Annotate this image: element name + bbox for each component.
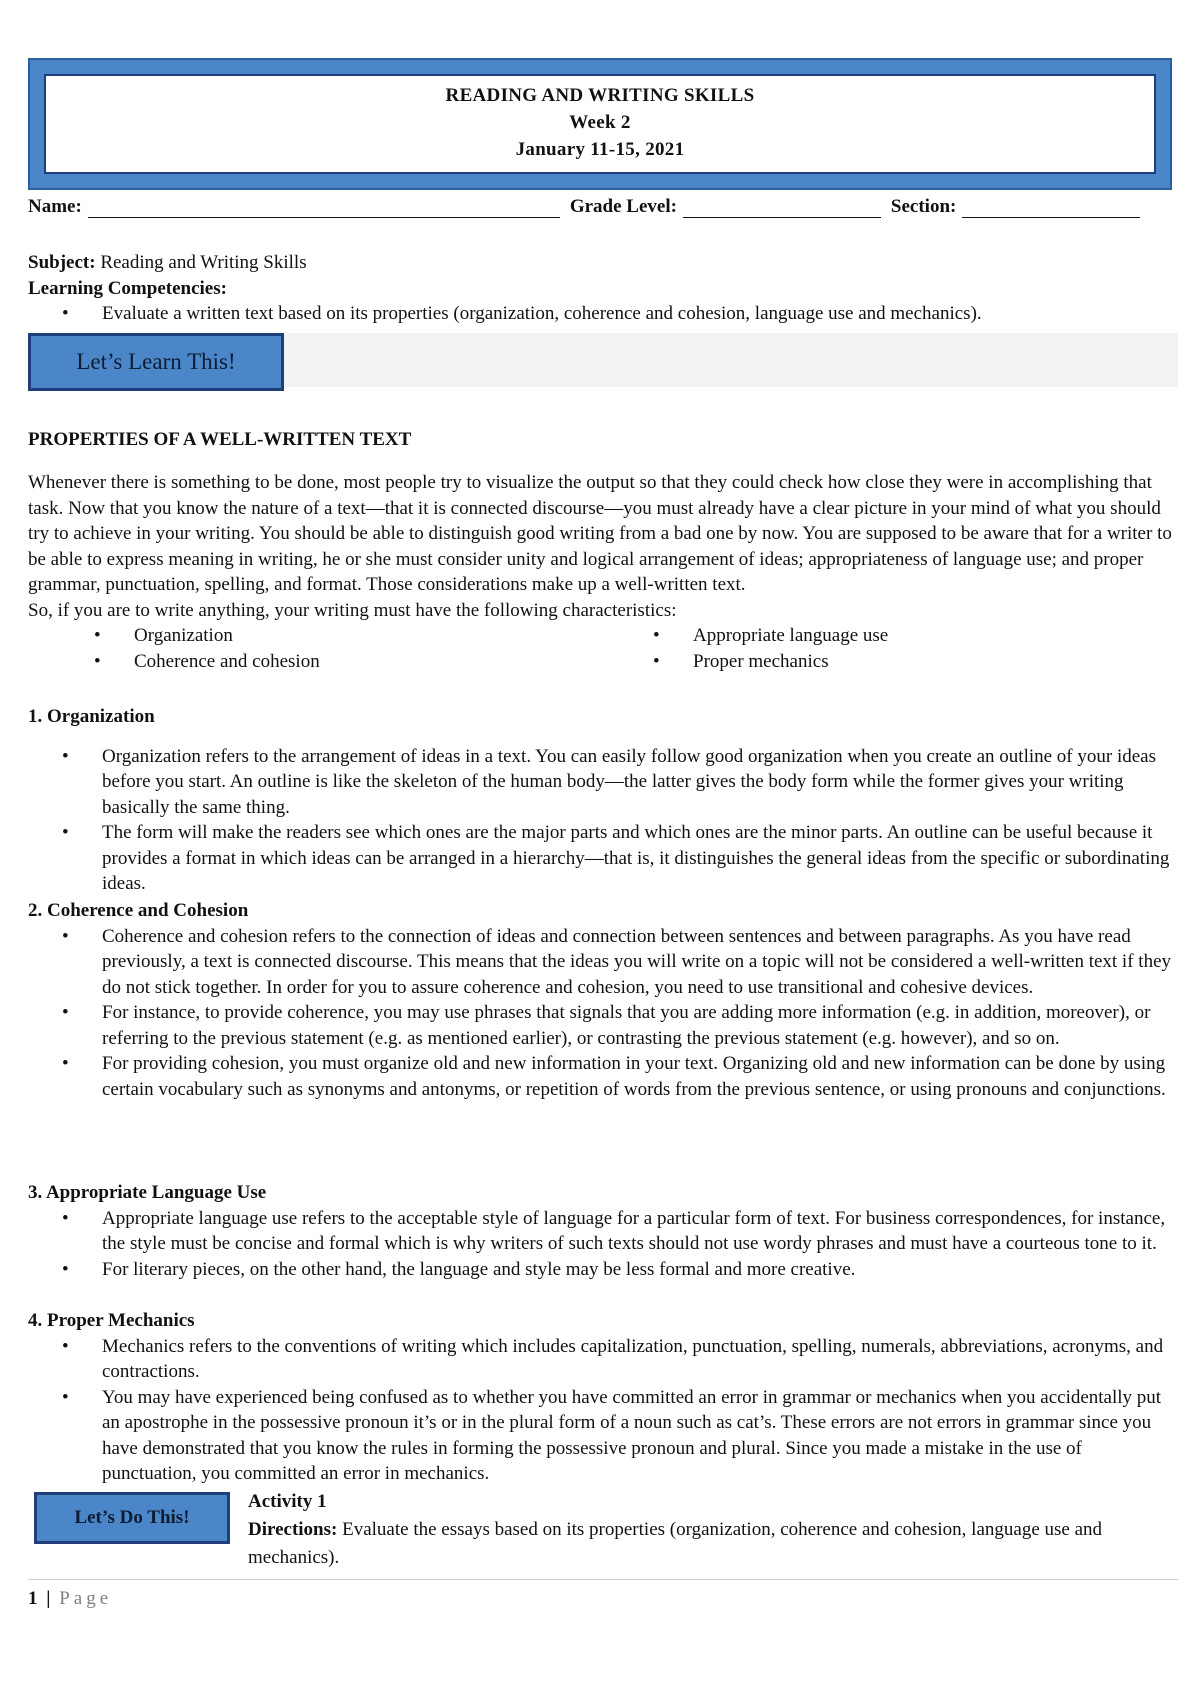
section-title: 1. Organization — [28, 706, 155, 727]
section-item: • You may have experienced being confused as to whether you have committed an error in grammar or mechanics when you accidentally put an apostrophe in the possessive pronoun it’s or in the plural form of a noun such as cat’s. These errors are not errors in grammar since you have demonstrated that you know the rules in forming the possessive pronoun and plural. Since you made a mistake in the use of punctuation, you committed an error in mechanics. — [28, 1385, 1178, 1487]
section-field[interactable] — [962, 199, 1140, 218]
grade-level-label: Grade Level: — [569, 196, 677, 217]
section-item: • For instance, to provide coherence, you may use phrases that signals that you are adding more information (e.g. in addition, moreover), or referring to the previous statement (e.g. as mentioned earlier), or contrasting the previous statement (e.g. however), and so on. — [28, 1000, 1178, 1051]
section-mechanics — [28, 1308, 1178, 1487]
lead-sentence: So, if you are to write anything, your writing must have the following characteristics: — [28, 599, 677, 621]
lets-do-this-button — [34, 1492, 230, 1544]
characteristic-item: • Coherence and cohesion — [60, 649, 619, 675]
lets-learn-this-button — [28, 333, 284, 391]
footer-separator: | — [46, 1588, 51, 1609]
footer-rule — [28, 1579, 1178, 1580]
grade-level-field[interactable] — [683, 199, 881, 218]
section-language-use — [28, 1180, 1178, 1282]
name-label: Name: — [28, 196, 82, 217]
directions-text: Evaluate the essays based on its properties (organization, coherence and cohesion, language use and mechanics). — [248, 1519, 1103, 1568]
subject-block — [28, 250, 1178, 327]
section-list — [28, 1334, 1178, 1487]
competencies-list — [28, 301, 1178, 327]
section-title: 3. Appropriate Language Use — [28, 1182, 267, 1203]
section-item: • Mechanics refers to the conventions of writing which includes capitalization, punctuation, spelling, numerals, abbreviations, acronyms, and contractions. — [28, 1334, 1178, 1385]
characteristics-right — [619, 623, 1178, 674]
header-inner — [44, 74, 1156, 174]
header-title: READING AND WRITING SKILLS — [445, 85, 755, 106]
section-item: • The form will make the readers see which ones are the major parts and which ones are the minor parts. An outline can be useful because it provides a format in which ideas can be arranged in a hierarchy—that is, it distinguishes the general ideas from the specific or subordinating ideas. — [28, 820, 1178, 897]
competencies-label: Learning Competencies: — [28, 277, 227, 299]
page-label: Page — [59, 1588, 113, 1609]
section-item: • Organization refers to the arrangement of ideas in a text. You can easily follow good organization when you create an outline of your ideas before you start. An outline is like the skeleton of the human body—the latter gives the body form while the former gives your writing basically the same thing. — [28, 744, 1178, 821]
section-coherence-cohesion — [28, 898, 1178, 1102]
section-title: 4. Proper Mechanics — [28, 1310, 195, 1331]
section-item: • For providing cohesion, you must organize old and new information in your text. Organizing old and new information can be done by using certain vocabulary such as synonyms and antonyms, or repetition of words from the previous sentence, or using pronouns and conjunctions. — [28, 1051, 1178, 1102]
section-title: 2. Coherence and Cohesion — [28, 900, 249, 921]
activity-directions — [248, 1516, 1178, 1572]
page-footer — [28, 1588, 112, 1610]
section-list — [28, 744, 1178, 897]
section-list — [28, 924, 1178, 1103]
subject-value: Reading and Writing Skills — [100, 252, 307, 273]
section-item: • For literary pieces, on the other hand, the language and style may be less formal and more creative. — [28, 1257, 1178, 1283]
section-item: • Appropriate language use refers to the acceptable style of language for a particular form of text. For business correspondences, for instance, the style must be concise and formal which is why writers of such texts should not use wordy phrases and must have a courteous tone to it. — [28, 1206, 1178, 1257]
characteristics-list — [28, 623, 1178, 674]
main-title: PROPERTIES OF A WELL-WRITTEN TEXT — [28, 429, 412, 450]
header-week: Week 2 — [569, 112, 631, 133]
activity-block — [248, 1488, 1178, 1572]
header-dates: January 11-15, 2021 — [515, 139, 685, 160]
directions-label: Directions: — [248, 1519, 338, 1540]
competency-item: • Evaluate a written text based on its properties (organization, coherence and cohesion, language use and mechanics). — [28, 301, 1178, 327]
lets-do-this-label: Let’s Do This! — [74, 1507, 190, 1528]
section-list — [28, 1206, 1178, 1283]
characteristic-item: • Appropriate language use — [619, 623, 1178, 649]
section-organization — [28, 704, 1178, 897]
subject-label: Subject: — [28, 252, 96, 273]
subject-line — [28, 250, 1178, 276]
section-item: • Coherence and cohesion refers to the connection of ideas and connection between sentences and between paragraphs. As you have read previously, a text is connected discourse. This means that the ideas you will write on a topic will not be considered a well-written text if they do not stick together. In order for you to assure coherence and cohesion, you need to use transitional and cohesive devices. — [28, 924, 1178, 1001]
intro-paragraph: Whenever there is something to be done, most people try to visualize the output so that they could check how close they were in accomplishing that task. Now that you know the nature of a text—that it is connected discourse—you must already have a clear picture in your mind of what you should try to achieve in your writing. You should be able to distinguish good writing from a bad one by now. You are supposed to be aware that for a writer to be able to express meaning in writing, he or she must consider unity and logical arrangement of ideas; appropriateness of language use; and proper grammar, punctuation, spelling, and format. Those considerations make up a well-written text. — [28, 472, 1172, 595]
page-number: 1 — [28, 1588, 38, 1609]
activity-title: Activity 1 — [248, 1491, 327, 1512]
characteristic-item: • Proper mechanics — [619, 649, 1178, 675]
characteristic-item: • Organization — [60, 623, 619, 649]
header-box — [28, 58, 1172, 190]
student-info-line — [28, 196, 1172, 218]
intro-block — [28, 470, 1178, 674]
section-label: Section: — [890, 196, 957, 217]
lets-learn-this-label: Let’s Learn This! — [76, 349, 236, 374]
name-field[interactable] — [88, 199, 560, 218]
characteristics-left — [60, 623, 619, 674]
